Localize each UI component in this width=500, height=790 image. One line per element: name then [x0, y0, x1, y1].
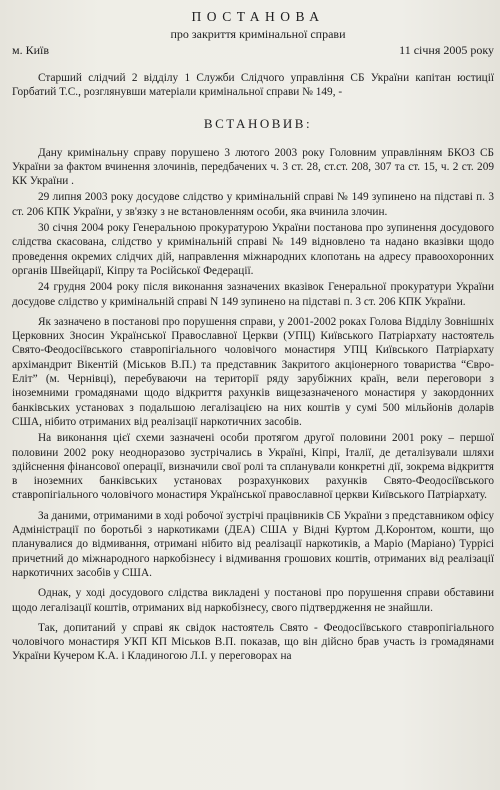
place-date-row	[12, 42, 494, 58]
body-paragraph: 30 січня 2004 року Генеральною прокуратурою України постанова про зупинення досудового слідства скасована, слідство у кримінальній справі № 149 відновлено та надано вказівки щодо проведення окремих слідчих дій, направлення міжнародних клопотань на адресу правоохоронних органів Швейцарії, Кіпру та Російської Федерації.	[12, 222, 494, 277]
body-paragraph: Однак, у ході досудового слідства викладені у постанові про порушення справи обставини щодо легалізації коштів, отриманих від наркобізнесу, свого підтвердження не знайшли.	[12, 587, 494, 614]
section-heading: ВСТАНОВИВ:	[203, 115, 313, 131]
body-paragraph: За даними, отриманими в ході робочої зустрічі працівників СБ України з представником офісу Адміністрації по боротьбі з наркотиками (ДЕА) США у Відні Куртом Д.Коронтом, кошти, що планувалися до відмивання, отримані нібито від реалізації наркотиків, а Маріо (Маріано) Туррісі причетний до міжнародного наркобізнесу і відмивання грошових коштів, отриманих від реалізації наркотичних засобів у США.	[12, 509, 494, 579]
intro-paragraph: Старший слідчий 2 відділу 1 Служби Слідчого управління СБ України капітан юстиції Горбатий Т.С., розглянувши матеріали кримінальної справи № 149, -	[12, 72, 494, 99]
body-paragraph: Так, допитаний у справі як свідок настоятель Свято - Феодосіївського ставропігіального чоловічого монастиря УКП КП Міськов В.П. показав, що він дійсно брав участь із громадянами України Кучером К.А. і Кладиногою Л.І. у переговорах на	[12, 621, 494, 663]
document-date: 11 січня 2005 року	[399, 43, 494, 57]
document-title: ПОСТАНОВА	[191, 9, 325, 24]
body-paragraph: 29 липня 2003 року досудове слідство у кримінальній справі № 149 зупинено на підставі п. 3 ст. 206 КПК України, у зв'язку з не встановленням особи, яка вчинила злочин.	[12, 191, 494, 218]
document-subtitle: про закриття кримінальної справи	[170, 27, 346, 41]
document-place: м. Київ	[12, 43, 50, 57]
body-paragraph: На виконання цієї схеми зазначені особи протягом другої половини 2001 року – першої половини 2002 року неодноразово зустрічались в Україні, Кіпрі, Італії, де деталізували шляхи здійснення фінансової операції, визначили свої ролі та спланували конкретні дії, зокрема відкриття в іноземних банківських установах розрахункових рахунків Свято-Феодосіївського ставропігіального чоловічого монастиря Української православної церкви Київського Патріархату.	[12, 432, 494, 502]
body-paragraph: Як зазначено в постанові про порушення справи, у 2001-2002 роках Голова Відділу Зовнішніх Церковних Зносин Української Православної Церкви (УПЦ) Київського Патріархату настоятель Свято-Феодосіївського ставропігіального чоловічого монастиря УПЦ Київського Патріархату архімандрит Вікентій (Міськов В.П.) та представник Закритого акціонерного товариства “Євро-Еліт” (м. Чернівці), перебуваючи на території ряду зарубіжних країн, вели переговори з іноземними громадянами щодо відкриття рахунків вищезазначеного монастиря у закордонних банківських установах з подальшою легалізацією на них коштів у сумі 500 мільйонів доларів США, нібито отриманих від реалізації наркотичних засобів.	[12, 315, 494, 428]
body-paragraph: 24 грудня 2004 року після виконання зазначених вказівок Генеральної прокуратури України досудове слідство у кримінальній справі N 149 зупинено на підставі п. 3 ст. 206 КПК України.	[12, 281, 494, 308]
body-paragraph: Дану кримінальну справу порушено 3 лютого 2003 року Головним управлінням БКОЗ СБ України за фактом вчинення злочинів, передбачених ч. 3 ст. 28, ст.ст. 208, 307 та ст. 15, ч. 2 ст. 209 КК України .	[12, 146, 494, 188]
